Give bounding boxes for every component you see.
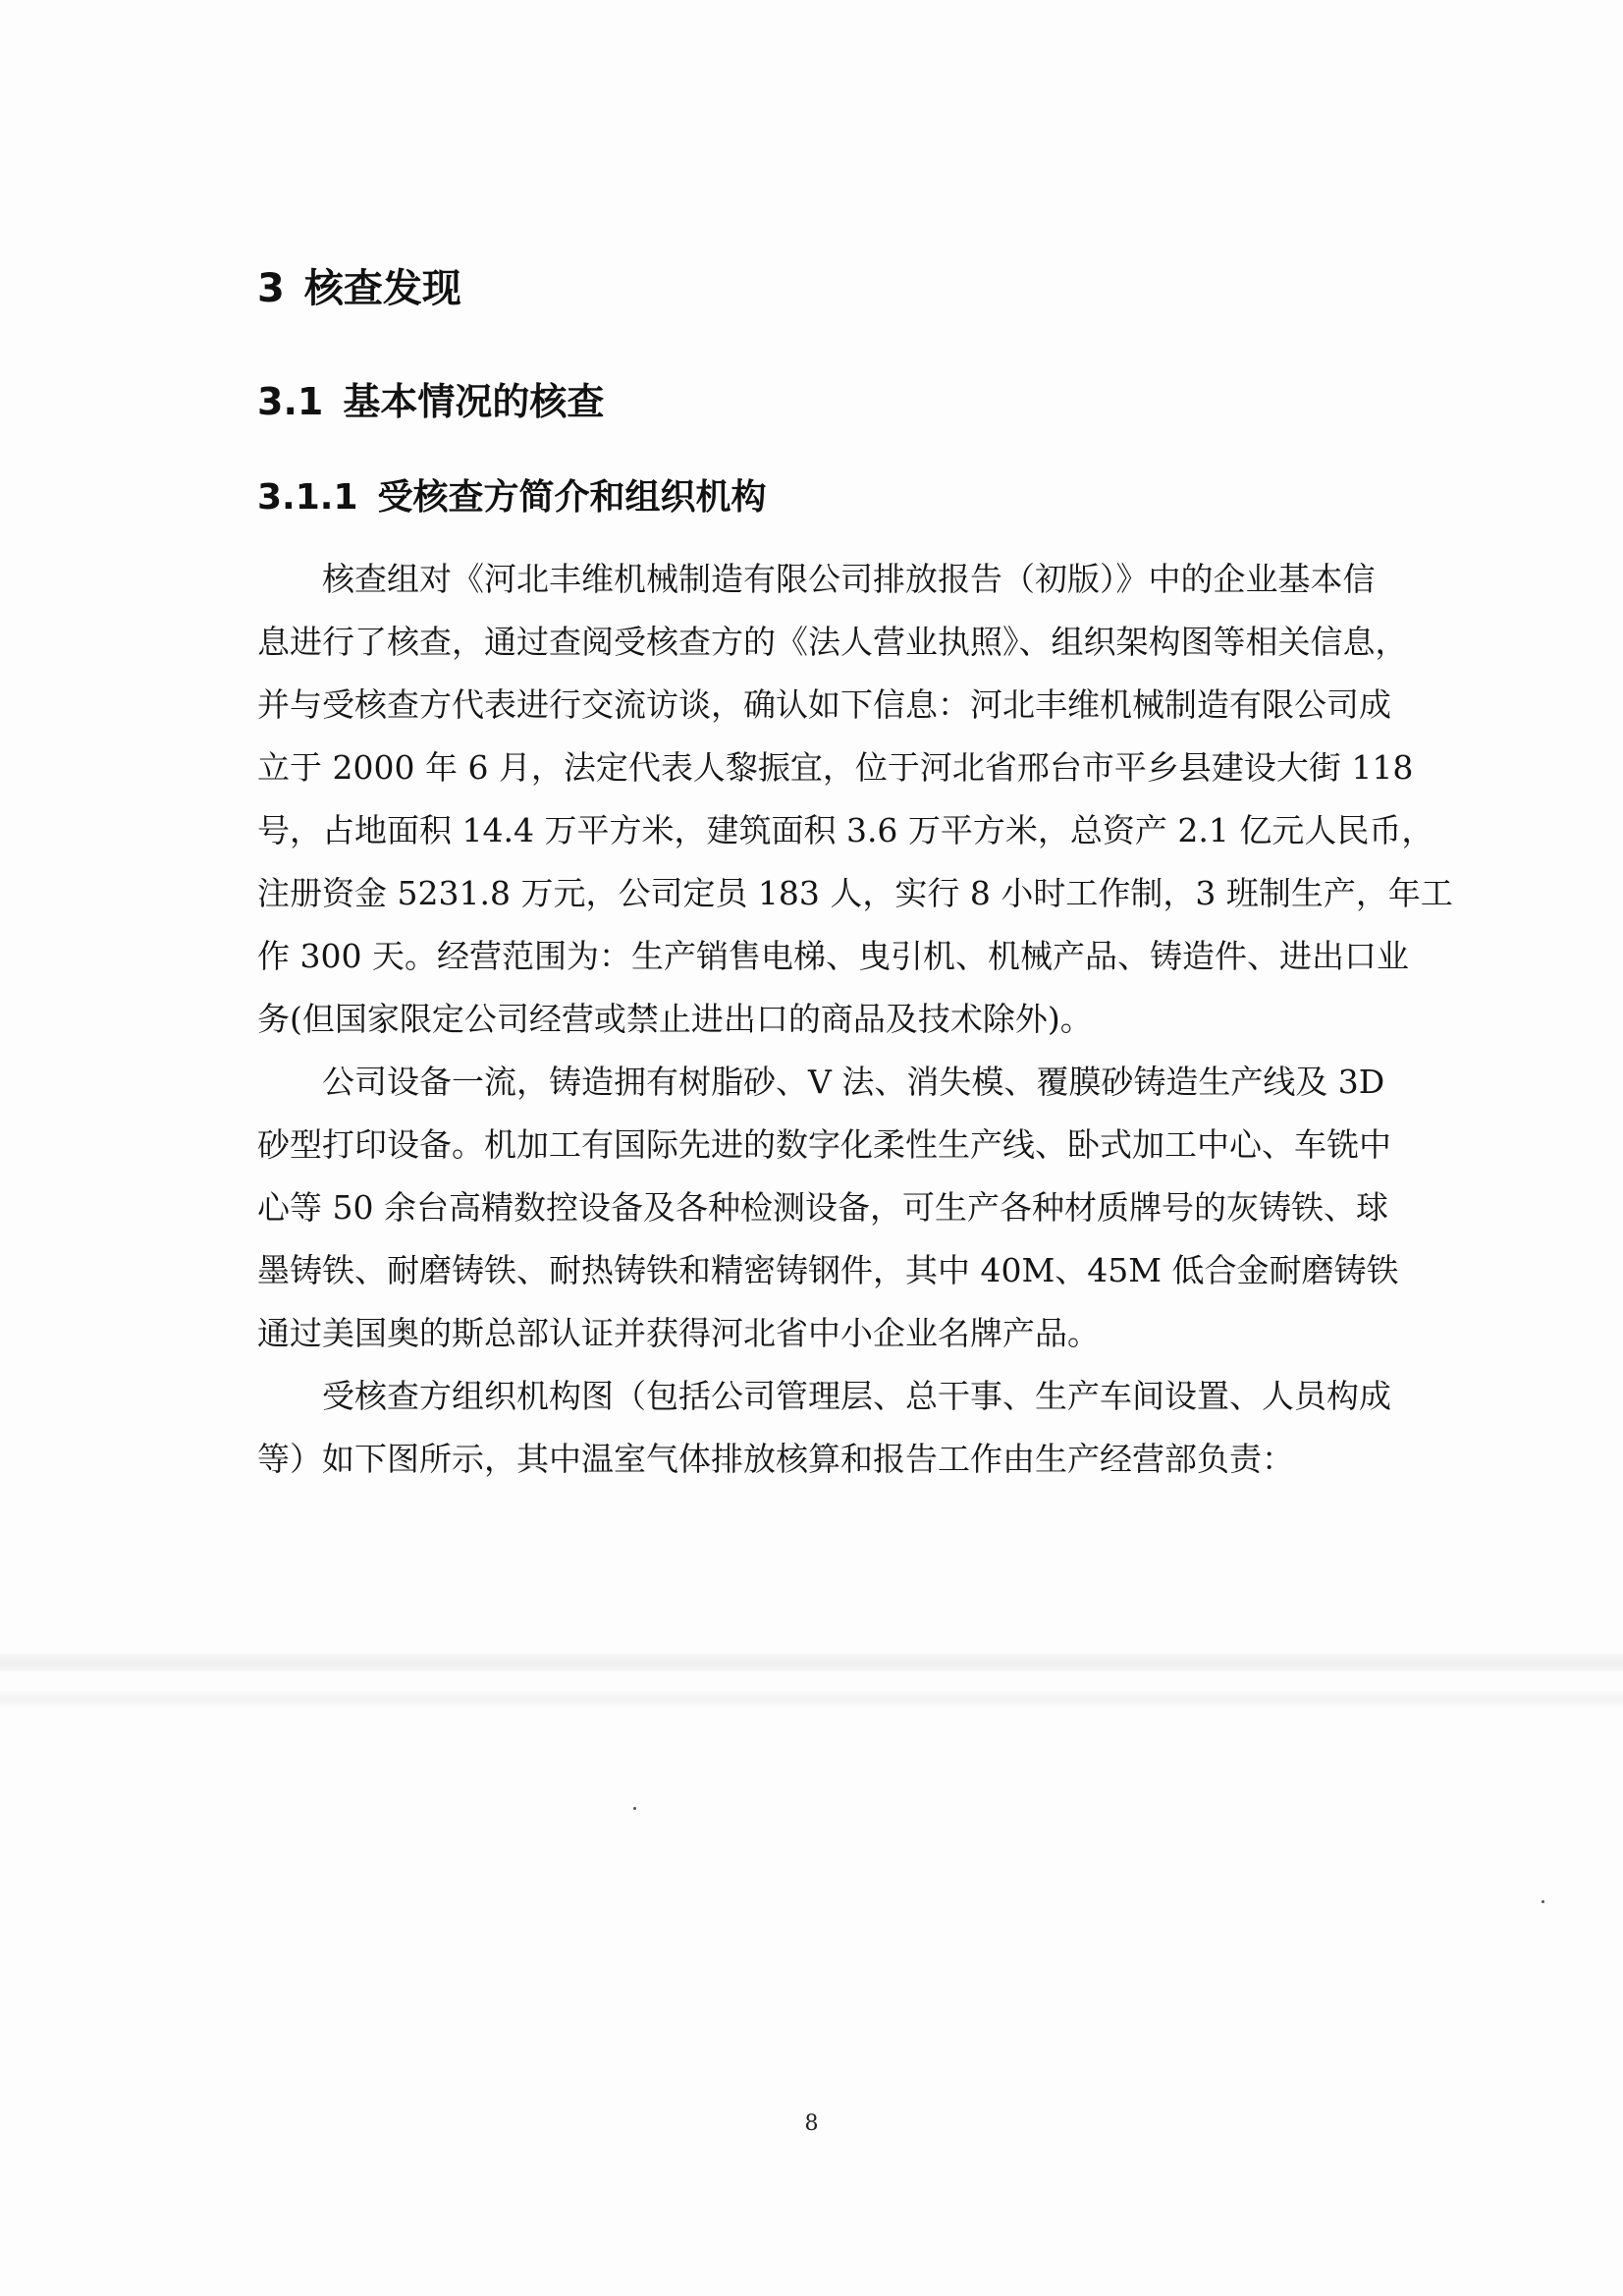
scan-artifact-band <box>0 1691 1623 1707</box>
text-line: 核查组对《河北丰维机械制造有限公司排放报告（初版）》中的企业基本信 <box>322 560 1376 598</box>
scan-speck <box>1542 1900 1544 1903</box>
text-line: 作 300 天。经营范围为：生产销售电梯、曳引机、机械产品、铸造件、进出口业 <box>257 937 1409 975</box>
section-heading <box>257 257 461 313</box>
scan-artifact-band <box>0 1654 1623 1671</box>
text-line: 注册资金 5231.8 万元，公司定员 183 人，实行 8 小时工作制，3 班制生产，年工 <box>257 874 1453 912</box>
subsubsection-heading <box>257 469 767 519</box>
subsection-number: 3.1 <box>257 380 324 423</box>
text-line: 砂型打印设备。机加工有国际先进的数字化柔性生产线、卧式加工中心、车铣中 <box>257 1125 1391 1164</box>
text-line: 号，占地面积 14.4 万平方米，建筑面积 3.6 万平方米，总资产 2.1 亿元人民币， <box>257 811 1434 849</box>
subsubsection-number: 3.1.1 <box>257 477 358 518</box>
text-line: 息进行了核查，通过查阅受核查方的《法人营业执照》、组织架构图等相关信息， <box>257 623 1408 661</box>
subsection-heading <box>257 371 604 425</box>
text-line: 务(但国家限定公司经营或禁止进出口的商品及技术除外)。 <box>257 1000 1093 1038</box>
subsubsection-title: 受核查方简介和组织机构 <box>377 477 767 518</box>
text-line: 等）如下图所示，其中温室气体排放核算和报告工作由生产经营部负责： <box>257 1440 1294 1478</box>
paragraph-organization <box>257 1365 1391 1491</box>
text-line: 立于 2000 年 6 月，法定代表人黎振宜，位于河北省邢台市平乡县建设大街 118 <box>257 748 1414 787</box>
text-line: 通过美国奥的斯总部认证并获得河北省中小企业名牌产品。 <box>257 1314 1100 1352</box>
subsection-title: 基本情况的核查 <box>343 380 605 423</box>
section-title: 核查发现 <box>303 266 461 311</box>
page-number: 8 <box>804 2111 819 2136</box>
paragraph-company-profile <box>257 548 1453 1051</box>
scan-speck <box>633 1807 636 1810</box>
text-line: 墨铸铁、耐磨铸铁、耐热铸铁和精密铸钢件，其中 40M、45M 低合金耐磨铸铁 <box>257 1251 1399 1289</box>
text-line: 受核查方组织机构图（包括公司管理层、总干事、生产车间设置、人员构成 <box>322 1377 1391 1415</box>
section-number: 3 <box>257 266 285 311</box>
body-text <box>257 548 1453 1491</box>
paragraph-equipment <box>257 1051 1399 1365</box>
text-line: 并与受核查方代表进行交流访谈，确认如下信息：河北丰维机械制造有限公司成 <box>257 685 1391 724</box>
text-line: 公司设备一流，铸造拥有树脂砂、V 法、消失模、覆膜砂铸造生产线及 3D <box>322 1063 1385 1101</box>
text-line: 心等 50 余台高精数控设备及各种检测设备，可生产各种材质牌号的灰铸铁、球 <box>257 1188 1388 1227</box>
